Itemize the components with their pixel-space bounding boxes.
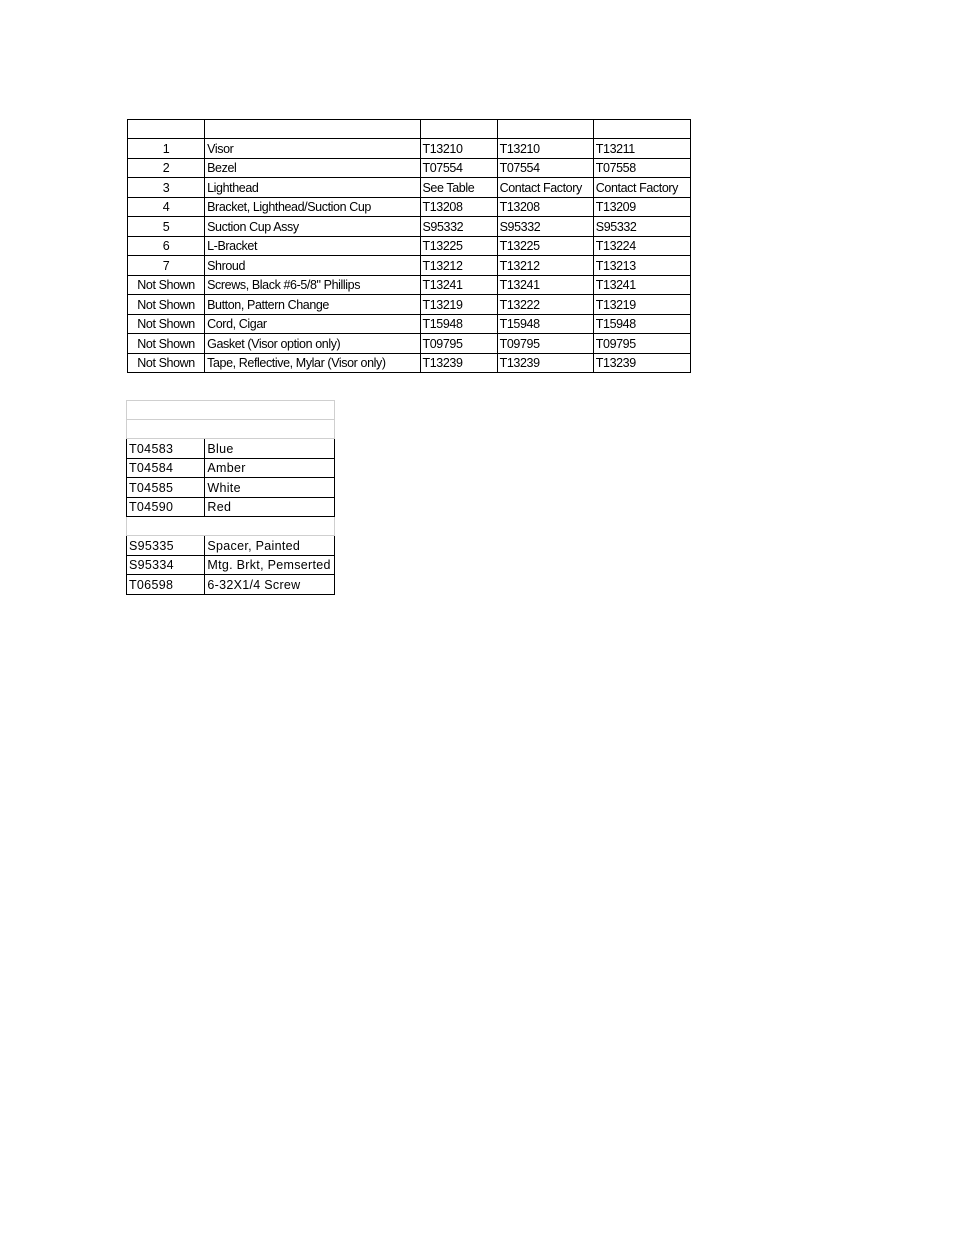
part-number-cell: Contact Factory: [497, 178, 593, 198]
table-row: [128, 353, 691, 373]
description-cell: Bracket, Lighthead/Suction Cup: [205, 197, 420, 217]
part-number-cell: T15948: [497, 314, 593, 334]
table-row: [127, 478, 335, 498]
part-number-cell: S95335: [127, 536, 205, 556]
table-row: [128, 334, 691, 354]
description-cell: L-Bracket: [205, 236, 420, 256]
description-cell: Mtg. Brkt, Pemserted: [205, 555, 335, 575]
item-cell: 7: [128, 256, 205, 276]
description-cell: 6-32X1/4 Screw: [205, 575, 335, 595]
blank-cell: [127, 517, 335, 536]
blank-row: [127, 517, 335, 536]
part-number-cell: T04585: [127, 478, 205, 498]
parts-list-body: [128, 120, 691, 373]
part-number-cell: S95332: [420, 217, 497, 237]
part-number-cell: T13210: [420, 139, 497, 159]
part-number-cell: T13211: [593, 139, 690, 159]
part-number-cell: T13208: [420, 197, 497, 217]
part-number-cell: T13210: [497, 139, 593, 159]
part-number-cell: T13241: [497, 275, 593, 295]
description-cell: Screws, Black #6-5/8" Phillips: [205, 275, 420, 295]
header-cell-col-c: [593, 120, 690, 139]
item-cell: 5: [128, 217, 205, 237]
description-cell: Bezel: [205, 158, 420, 178]
part-number-cell: T13224: [593, 236, 690, 256]
header-cell-col-a: [420, 120, 497, 139]
parts-list-table: [127, 119, 691, 373]
description-cell: Shroud: [205, 256, 420, 276]
table-row: [128, 158, 691, 178]
item-cell: Not Shown: [128, 314, 205, 334]
description-cell: Visor: [205, 139, 420, 159]
part-number-cell: T13209: [593, 197, 690, 217]
part-number-cell: T13219: [593, 295, 690, 315]
description-cell: Tape, Reflective, Mylar (Visor only): [205, 353, 420, 373]
part-number-cell: See Table: [420, 178, 497, 198]
part-number-cell: S95332: [593, 217, 690, 237]
part-number-cell: T07554: [497, 158, 593, 178]
part-number-cell: T15948: [420, 314, 497, 334]
item-cell: Not Shown: [128, 334, 205, 354]
table-row: [127, 439, 335, 459]
table-row: [128, 197, 691, 217]
part-number-cell: Contact Factory: [593, 178, 690, 198]
blank-cell: [127, 420, 335, 439]
description-cell: Red: [205, 497, 335, 517]
part-number-cell: T13213: [593, 256, 690, 276]
blank-row: [127, 420, 335, 439]
description-cell: White: [205, 478, 335, 498]
table-row: [127, 555, 335, 575]
part-number-cell: T13212: [497, 256, 593, 276]
part-number-cell: T13219: [420, 295, 497, 315]
table-row: [128, 256, 691, 276]
table-row: [128, 236, 691, 256]
part-number-cell: T13222: [497, 295, 593, 315]
part-number-cell: S95334: [127, 555, 205, 575]
part-number-cell: T13225: [497, 236, 593, 256]
part-number-cell: T09795: [593, 334, 690, 354]
header-cell-description: [205, 120, 420, 139]
table-row: [127, 575, 335, 595]
part-number-cell: T09795: [497, 334, 593, 354]
header-cell-col-b: [497, 120, 593, 139]
item-cell: Not Shown: [128, 353, 205, 373]
item-cell: 3: [128, 178, 205, 198]
part-number-cell: T13239: [420, 353, 497, 373]
item-cell: Not Shown: [128, 295, 205, 315]
item-cell: 4: [128, 197, 205, 217]
part-number-cell: T13239: [497, 353, 593, 373]
part-number-cell: T09795: [420, 334, 497, 354]
blank-row: [127, 401, 335, 420]
description-cell: Gasket (Visor option only): [205, 334, 420, 354]
description-cell: Cord, Cigar: [205, 314, 420, 334]
description-cell: Spacer, Painted: [205, 536, 335, 556]
description-cell: Lighthead: [205, 178, 420, 198]
table-row: [128, 314, 691, 334]
item-cell: 6: [128, 236, 205, 256]
description-cell: Amber: [205, 458, 335, 478]
part-number-cell: T07554: [420, 158, 497, 178]
part-number-cell: T15948: [593, 314, 690, 334]
table-row: [128, 178, 691, 198]
table-row: [128, 139, 691, 159]
table-row: [128, 217, 691, 237]
item-cell: 2: [128, 158, 205, 178]
part-number-cell: T06598: [127, 575, 205, 595]
item-cell: 1: [128, 139, 205, 159]
part-number-cell: T13212: [420, 256, 497, 276]
table-row: [127, 536, 335, 556]
part-number-cell: T04583: [127, 439, 205, 459]
table-row: [127, 497, 335, 517]
item-cell: Not Shown: [128, 275, 205, 295]
replacement-parts-table: [126, 400, 335, 595]
part-number-cell: T04590: [127, 497, 205, 517]
parts-header-row: [128, 120, 691, 139]
part-number-cell: T13241: [420, 275, 497, 295]
description-cell: Blue: [205, 439, 335, 459]
table-row: [128, 295, 691, 315]
description-cell: Button, Pattern Change: [205, 295, 420, 315]
description-cell: Suction Cup Assy: [205, 217, 420, 237]
part-number-cell: T04584: [127, 458, 205, 478]
blank-cell: [127, 401, 335, 420]
table-row: [127, 458, 335, 478]
table-row: [128, 275, 691, 295]
part-number-cell: S95332: [497, 217, 593, 237]
part-number-cell: T13225: [420, 236, 497, 256]
part-number-cell: T13239: [593, 353, 690, 373]
part-number-cell: T13241: [593, 275, 690, 295]
header-cell-item: [128, 120, 205, 139]
part-number-cell: T13208: [497, 197, 593, 217]
replacement-parts-body: [127, 401, 335, 595]
part-number-cell: T07558: [593, 158, 690, 178]
